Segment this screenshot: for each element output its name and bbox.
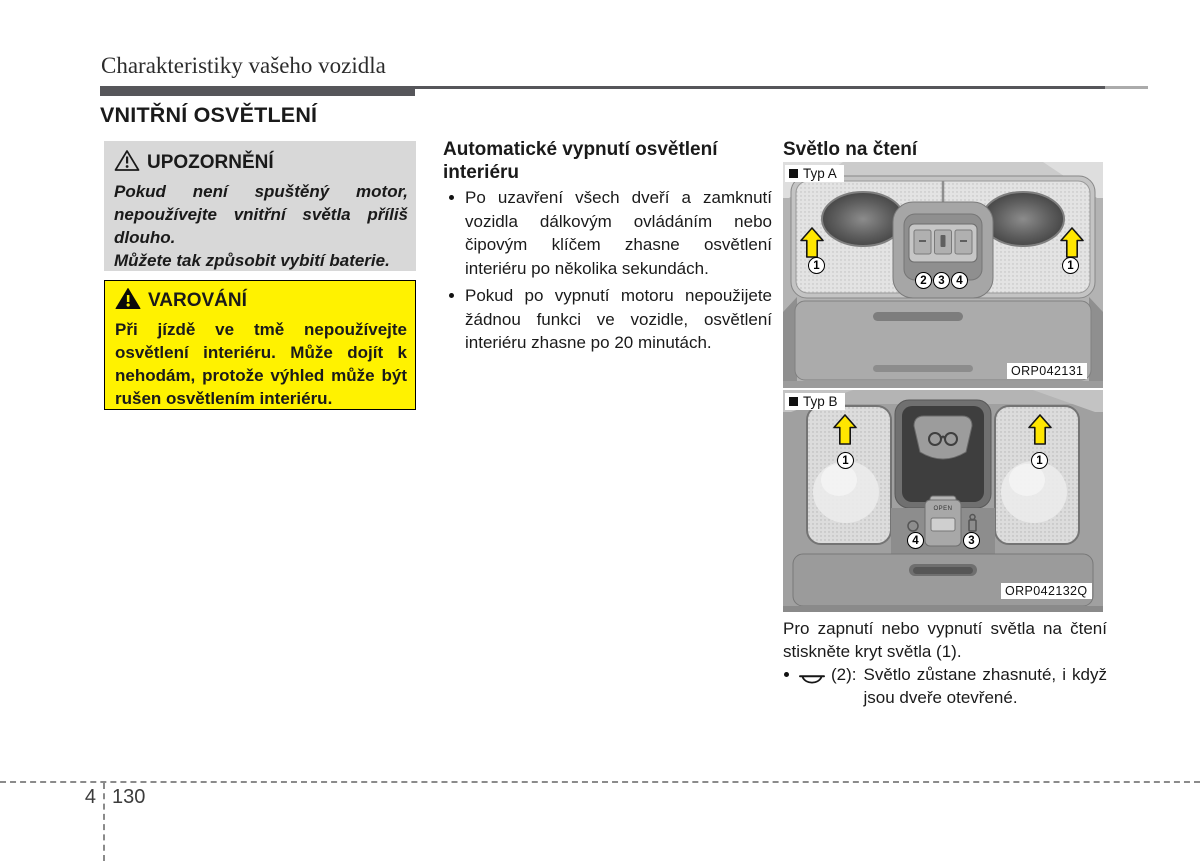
header-rule-thin-end xyxy=(1105,86,1148,89)
warning-box-header xyxy=(115,287,407,314)
caution-box xyxy=(104,141,416,271)
callout-4: 4 xyxy=(951,272,968,289)
figure-type-label xyxy=(785,393,845,410)
warning-paragraph: Při jízdě ve tmě nepoužívejte osvětlení interiéru. Může dojít k nehodám, protože výhled může být rušen osvětlením interiéru. xyxy=(115,320,407,408)
latch-open-label: OPEN xyxy=(933,506,953,512)
caution-paragraph: Pokud není spuštěný motor, nepoužívejte vnitřní světla příliš dlouho. xyxy=(114,182,408,247)
warning-box xyxy=(104,280,416,410)
caution-paragraph: Můžete tak způsobit vybití baterie. xyxy=(114,251,390,270)
reading-light-paragraph: Pro zapnutí nebo vypnutí světla na čtení stiskněte kryt světla (1). xyxy=(783,619,1107,661)
warning-triangle-filled-icon xyxy=(115,287,141,315)
footer-dashed-rule xyxy=(0,781,1200,783)
bullet-text: Pokud po vypnutí motoru nepoužijete žádnou funkci ve vozidle, osvětlení interiéru zhasne po 20 minutách. xyxy=(465,286,772,352)
header-rule-thick xyxy=(100,86,415,96)
bullet-prefix: (2): xyxy=(831,665,857,684)
warning-triangle-outline-icon xyxy=(114,149,140,177)
bullet-dot-icon xyxy=(449,293,454,298)
figure-typ-b xyxy=(783,390,1103,612)
bullet-dot-icon xyxy=(784,672,789,677)
callout-4: 4 xyxy=(907,532,924,549)
bullet-text: Světlo zůstane zhasnuté, i když jsou dveře otevřené. xyxy=(863,665,1107,707)
page-number: 130 xyxy=(112,786,146,808)
type-label-text: Typ B xyxy=(803,394,838,409)
chapter-number: 4 xyxy=(84,786,96,808)
figure-type-label xyxy=(785,165,844,182)
callout-3: 3 xyxy=(963,532,980,549)
caution-box-header xyxy=(114,149,408,176)
bullet-text: Po uzavření všech dveří a zamknutí vozidla dálkovým ovládáním nebo čipovým klíčem zhasne osvětlení interiéru po několika sekundách. xyxy=(465,188,772,278)
callout-1: 1 xyxy=(1062,257,1079,274)
figure-code-label: ORP042132Q xyxy=(1001,583,1092,599)
overhead-console-typ-b-illustration xyxy=(783,390,1103,612)
list-item xyxy=(443,284,772,355)
dome-light-off-icon xyxy=(799,669,825,692)
figure-typ-a xyxy=(783,162,1103,388)
header-rule-thin xyxy=(415,86,1105,89)
callout-1: 1 xyxy=(1031,452,1048,469)
type-marker-icon xyxy=(789,169,798,178)
chapter-title: Charakteristiky vašeho vozidla xyxy=(101,53,386,78)
callout-2: 2 xyxy=(915,272,932,289)
figure-code-label: ORP042131 xyxy=(1007,363,1087,379)
caution-label: UPOZORNĚNÍ xyxy=(147,151,274,173)
warning-label: VAROVÁNÍ xyxy=(148,289,247,311)
reading-light-bullet xyxy=(783,663,1107,709)
callout-1: 1 xyxy=(808,257,825,274)
type-marker-icon xyxy=(789,397,798,406)
list-item xyxy=(443,186,772,280)
reading-light-heading: Světlo na čtení xyxy=(783,139,918,160)
auto-off-heading: Automatické vypnutí osvětlení interiéru xyxy=(443,139,718,183)
footer-dashed-vertical-rule xyxy=(103,783,105,861)
bullet-dot-icon xyxy=(449,195,454,200)
auto-off-bullet-list xyxy=(443,186,772,359)
callout-3: 3 xyxy=(933,272,950,289)
section-title: VNITŘNÍ OSVĚTLENÍ xyxy=(100,103,318,127)
callout-1: 1 xyxy=(837,452,854,469)
type-label-text: Typ A xyxy=(803,166,837,181)
